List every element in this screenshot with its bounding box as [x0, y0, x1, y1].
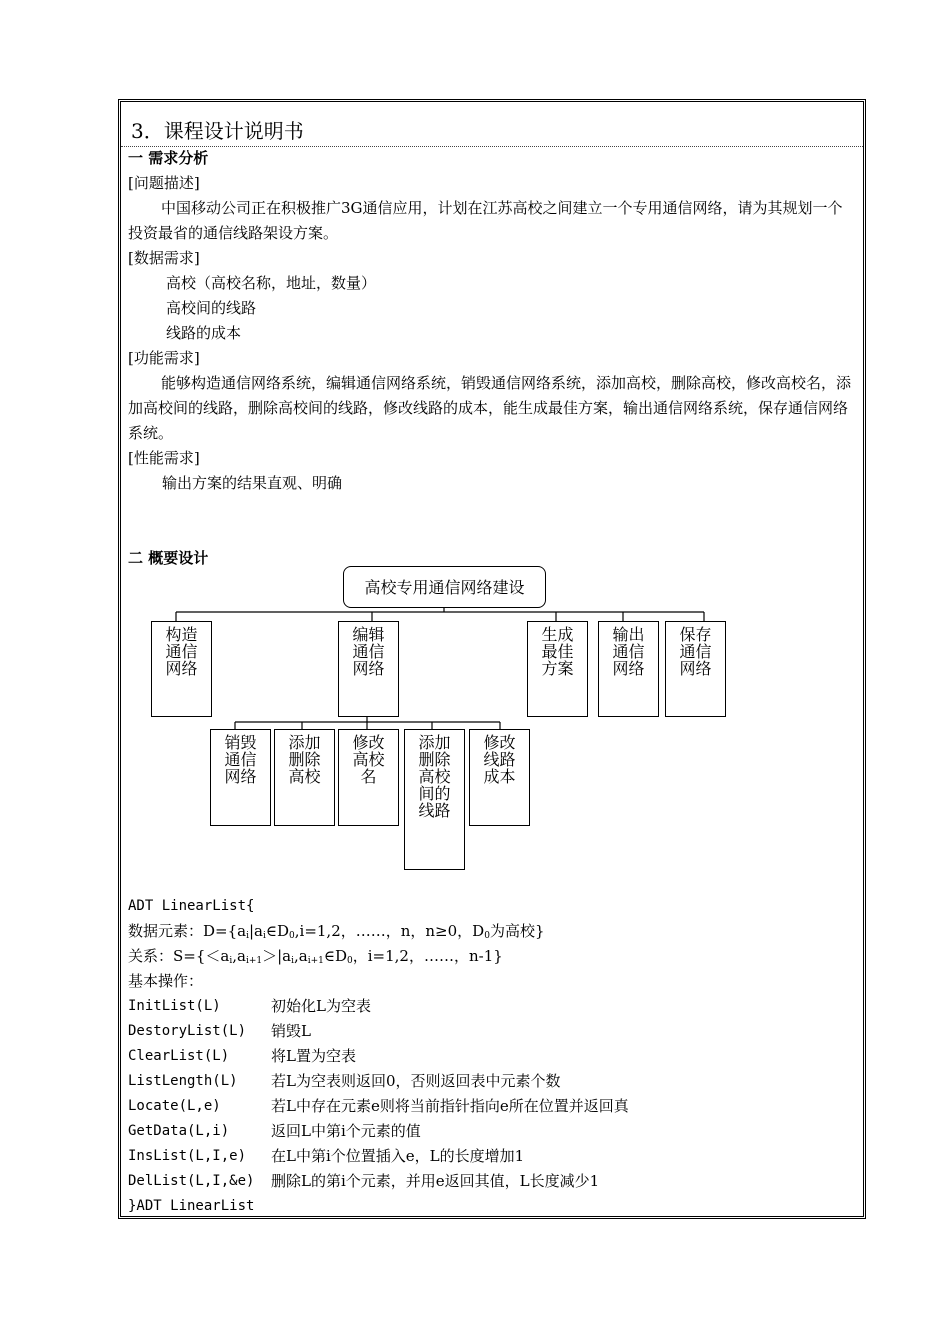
op-desc: 删除L的第i个元素，并用e返回其值，L长度减少1: [271, 1172, 600, 1190]
node-label: [339, 626, 398, 677]
diagram-node-edit-cost: [469, 729, 530, 826]
node-label: [152, 626, 211, 677]
diagram-root-label: 高校专用通信网络建设: [364, 578, 525, 597]
subscript: i+1: [307, 956, 324, 966]
section1-heading: 一 需求分析: [128, 149, 209, 167]
section2-heading: 二 概要设计: [128, 549, 209, 567]
adt-text: ＞|a: [262, 947, 292, 965]
node-label-line: 构造: [165, 625, 198, 644]
adt-text: ,i=1,2，……，n，n≥0，D: [294, 922, 485, 940]
diagram-node-save: [665, 621, 726, 717]
node-label: [470, 734, 529, 785]
op-name: Locate(L,e): [128, 1098, 221, 1114]
problem-text: 中国移动公司正在积极推广3G通信应用，计划在江苏高校之间建立一个专用通信网络，请为其规划一个投资最省的通信线路架设方案。: [128, 199, 843, 242]
subscript: i: [246, 931, 249, 941]
node-label: [211, 734, 270, 785]
func-label: [功能需求]: [128, 349, 200, 367]
node-label-line: 添加: [418, 733, 451, 752]
page-title: 3．课程设计说明书: [131, 119, 304, 143]
node-label-line: 网络: [612, 659, 645, 678]
op-desc: 在L中第i个位置插入e，L的长度增加1: [271, 1147, 525, 1165]
diagram-node-output: [598, 621, 659, 717]
node-label: [666, 626, 725, 677]
node-label-line: 高校: [352, 750, 385, 769]
adt-text: ∈D: [323, 947, 348, 965]
node-label-line: 通信: [612, 642, 645, 661]
op-desc: 返回L中第i个元素的值: [271, 1122, 421, 1140]
node-label-line: 线路: [483, 750, 516, 769]
op-desc: 若L中存在元素e则将当前指针指向e所在位置并返回真: [271, 1097, 629, 1115]
adt-text: ,a: [294, 947, 308, 965]
adt-text: ，i=1,2，……，n-1}: [352, 947, 503, 965]
perf-text: 输出方案的结果直观、明确: [162, 474, 343, 492]
op-desc: 销毁L: [271, 1022, 311, 1040]
subscript: i: [262, 931, 266, 941]
node-label: [339, 734, 398, 785]
node-label-line: 线路: [418, 801, 451, 820]
adt-text: 数据元素：D={a: [128, 922, 247, 940]
op-name: InitList(L): [128, 998, 221, 1014]
adt-text: 关系：S={＜a: [128, 947, 230, 965]
node-label-line: 网络: [352, 659, 385, 678]
node-label: [275, 734, 334, 785]
node-label-line: 销毁: [224, 733, 257, 752]
node-label-line: 网络: [679, 659, 712, 678]
adt-close: }ADT LinearList: [128, 1198, 255, 1214]
subscript: i: [291, 956, 294, 966]
diagram-node-edit: [338, 621, 399, 717]
adt-ops-label: 基本操作：: [128, 972, 204, 990]
op-name: GetData(L,i): [128, 1123, 230, 1139]
node-label: [528, 626, 587, 677]
op-name: ClearList(L): [128, 1048, 230, 1064]
node-label-line: 最佳: [541, 642, 574, 661]
adt-text: |a: [248, 922, 263, 940]
adt-text: ,a: [232, 947, 246, 965]
subscript: i: [229, 956, 233, 966]
subscript: i+1: [245, 956, 263, 966]
data-item: 线路的成本: [166, 324, 242, 342]
op-desc: 若L为空表则返回0，否则返回表中元素个数: [271, 1072, 561, 1090]
node-label-line: 通信: [679, 642, 712, 661]
op-name: InsList(L,I,e): [128, 1148, 247, 1164]
node-label-line: 保存: [679, 625, 712, 644]
subscript: 0: [347, 956, 353, 966]
node-label-line: 高校: [418, 767, 451, 786]
op-name: DelList(L,I,&e): [128, 1173, 255, 1189]
node-label-line: 生成: [541, 625, 574, 644]
diagram-node-add-delete-route: [404, 729, 465, 870]
problem-label: [问题描述]: [128, 174, 200, 192]
node-label-line: 成本: [483, 767, 516, 786]
node-label-line: 通信: [224, 750, 257, 769]
adt-text: 为高校}: [489, 922, 545, 940]
node-label-line: 方案: [541, 659, 574, 678]
node-label-line: 输出: [612, 625, 645, 644]
adt-open: ADT LinearList{: [128, 898, 255, 914]
diagram-root-node: [343, 566, 546, 608]
data-item: 高校（高校名称，地址，数量）: [166, 274, 377, 292]
node-label-line: 通信: [165, 642, 198, 661]
op-name: DestoryList(L): [128, 1023, 247, 1039]
node-label-line: 添加: [288, 733, 321, 752]
perf-label: [性能需求]: [128, 449, 200, 467]
subscript: 0: [289, 931, 295, 941]
title-row: [121, 102, 863, 147]
data-label: [数据需求]: [128, 249, 200, 267]
data-item: 高校间的线路: [166, 299, 257, 317]
diagram-node-rename-school: [338, 729, 399, 826]
node-label-line: 网络: [224, 767, 257, 786]
node-label-line: 通信: [352, 642, 385, 661]
node-label-line: 删除: [288, 750, 321, 769]
op-desc: 将L置为空表: [271, 1047, 356, 1065]
adt-text: ∈D: [265, 922, 290, 940]
diagram-node-generate: [527, 621, 588, 717]
node-label-line: 修改: [352, 733, 385, 752]
func-text: 能够构造通信网络系统，编辑通信网络系统，销毁通信网络系统，添加高校，删除高校，修改高校名，添加高校间的线路，删除高校间的线路，修改线路的成本，能生成最佳方案，输出通信网络系统，保存通信网络系统。: [128, 374, 852, 442]
node-label-line: 间的: [418, 784, 451, 803]
op-desc: 初始化L为空表: [271, 997, 371, 1015]
node-label: [405, 734, 464, 819]
node-label: [599, 626, 658, 677]
op-name: ListLength(L): [128, 1073, 238, 1089]
node-label-line: 名: [360, 767, 377, 786]
node-label-line: 修改: [483, 733, 516, 752]
node-label-line: 编辑: [352, 625, 385, 644]
node-label-line: 网络: [165, 659, 198, 678]
diagram-node-destroy: [210, 729, 271, 826]
diagram-node-build: [151, 621, 212, 717]
diagram-node-add-delete-school: [274, 729, 335, 826]
subscript: 0: [484, 931, 490, 941]
node-label-line: 删除: [418, 750, 451, 769]
node-label-line: 高校: [288, 767, 321, 786]
document-frame: [118, 99, 866, 1219]
